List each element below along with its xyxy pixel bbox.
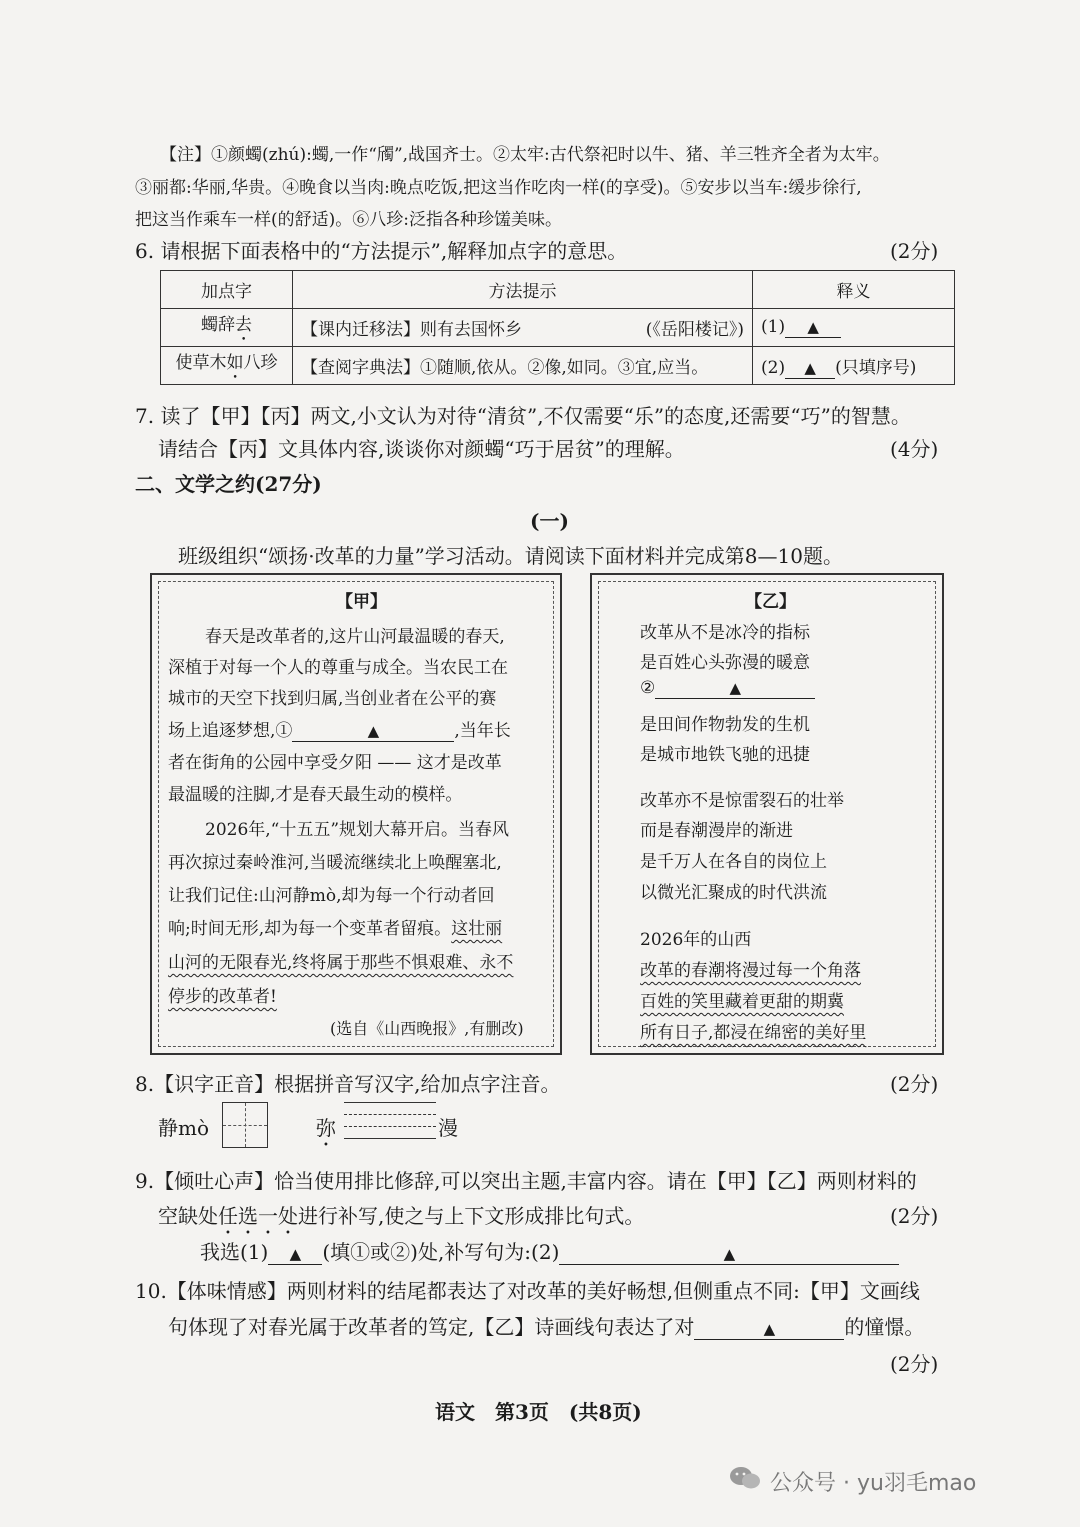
jia-title: 【甲】 <box>336 592 387 612</box>
q6-points: (2分) <box>890 239 939 263</box>
q9-points: (2分) <box>890 1204 939 1228</box>
q7-line-2: 请结合【丙】文具体内容,谈谈你对颜蠋“巧于居贫”的理解。 <box>158 437 685 461</box>
q6-text: 6. 请根据下面表格中的“方法提示”,解释加点字的意思。 <box>135 239 628 263</box>
yi-underlined-line: 百姓的笑里藏着更甜的期冀 <box>640 992 844 1012</box>
jia-line: 最温暖的注脚,才是春天最生动的模样。 <box>168 785 463 805</box>
q9-answer-line[interactable]: 我选(1) ▲ (填①或②)处,补写句为:(2) ▲ <box>200 1236 899 1265</box>
jia-line: 让我们记住:山河静mò,却为每一个行动者回 <box>168 886 495 906</box>
dotted-word-cell: 蠋辞去 <box>161 309 293 347</box>
note-line-1: 【注】①颜蠋(zhú):蠋,一作“斶”,战国齐士。②太牢:古代祭祀时以牛、猪、羊三牲齐全者为太牢。 <box>160 145 890 165</box>
q10-points: (2分) <box>890 1352 939 1376</box>
yi-line: 2026年的山西 <box>640 930 752 950</box>
table-row <box>161 309 955 347</box>
jia-underlined-line: 山河的无限春光,终将属于那些不惧艰难、永不 <box>168 953 514 973</box>
table-header: 方法提示 <box>293 271 753 309</box>
note-line-2: ③丽都:华丽,华贵。④晚食以当肉:晚点吃饭,把这当作吃肉一样(的享受)。⑤安步以当车:缓步徐行, <box>135 178 862 198</box>
yi-line: 而是春潮漫岸的渐进 <box>640 821 793 841</box>
jia-line: 者在街角的公园中享受夕阳 —— 这才是改革 <box>168 753 502 773</box>
q7-points: (4分) <box>890 437 939 461</box>
jia-line: 城市的天空下找到归属,当创业者在公平的赛 <box>168 689 497 709</box>
q8-points: (2分) <box>890 1072 939 1096</box>
note-line-3: 把这当作乘车一样(的舒适)。⑥八珍:泛指各种珍馐美味。 <box>135 210 562 230</box>
q8-item-1: 静mò <box>158 1116 210 1140</box>
q9-line-1: 9.【倾吐心声】恰当使用排比修辞,可以突出主题,丰富内容。请在【甲】【乙】两则材料的 <box>135 1169 917 1193</box>
dotted-word-cell: 使草木如八珍 <box>161 347 293 385</box>
jia-line: 2026年,“十五五”规划大幕开启。当春风 <box>205 820 510 840</box>
table-header: 加点字 <box>161 271 293 309</box>
yi-line: 是城市地铁飞驰的迅捷 <box>640 745 810 765</box>
wechat-icon <box>728 1465 762 1491</box>
jia-line: 春天是改革者的,这片山河最温暖的春天, <box>205 627 505 647</box>
yi-line: 改革从不是冰冷的指标 <box>640 623 810 643</box>
q6-table <box>160 270 955 385</box>
writing-grid[interactable] <box>222 1102 268 1148</box>
section-title: 二、文学之约(27分) <box>135 472 322 496</box>
answer-cell[interactable]: (1) ▲ <box>753 309 955 347</box>
section-sub: (一) <box>530 509 569 533</box>
watermark-text: 公众号 · yu羽毛mao <box>770 1471 977 1496</box>
yi-line: 改革亦不是惊雷裂石的壮举 <box>640 791 844 811</box>
jia-line: 深植于对每一个人的尊重与成全。当农民工在 <box>168 658 508 678</box>
yi-line: 是百姓心头弥漫的暖意 <box>640 653 810 673</box>
jia-line: 响;时间无形,却为每一个变革者留痕。这壮丽 <box>168 919 503 939</box>
jia-line: 再次掠过秦岭淮河,当暖流继续北上唤醒塞北, <box>168 853 502 873</box>
yi-line: 是千万人在各自的岗位上 <box>640 852 827 872</box>
q10-line-1: 10.【体味情感】两则材料的结尾都表达了对改革的美好畅想,但侧重点不同:【甲】文画线 <box>135 1279 920 1303</box>
table-header: 释义 <box>753 271 955 309</box>
yi-line: 是田间作物勃发的生机 <box>640 715 810 735</box>
jia-underlined-line: 停步的改革者! <box>168 987 277 1007</box>
q9-line-2: 空缺处任选一处进行补写,使之与上下文形成排比句式。 <box>158 1204 645 1228</box>
yi-blank-line: ② ▲ <box>640 678 815 699</box>
pinyin-box[interactable] <box>344 1102 436 1140</box>
material-yi-frame <box>590 573 944 1055</box>
q8-text: 8.【识字正音】根据拼音写汉字,给加点字注音。 <box>135 1072 561 1096</box>
table-row <box>161 347 955 385</box>
jia-blank-line: 场上追逐梦想,① ▲ ,当年长 <box>168 721 511 741</box>
q7-line-1: 7. 读了【甲】【丙】两文,小文认为对待“清贫”,不仅需要“乐”的态度,还需要“巧”的智慧。 <box>135 404 911 428</box>
method-cell: 【课内迁移法】则有去国怀乡 (《岳阳楼记》) <box>293 309 753 347</box>
yi-title: 【乙】 <box>745 592 796 612</box>
page-footer: 语文 第3页 (共8页) <box>435 1400 642 1424</box>
q10-line-2[interactable]: 句体现了对春光属于改革者的笃定,【乙】诗画线句表达了对 ▲ 的憧憬。 <box>168 1315 925 1339</box>
section-intro: 班级组织“颂扬·改革的力量”学习活动。请阅读下面材料并完成第8—10题。 <box>178 544 843 568</box>
method-cell: 【查阅字典法】①随顺,依从。②像,如同。③宜,应当。 <box>293 347 753 385</box>
q8-item-2-pre: 弥 <box>316 1116 336 1140</box>
yi-underlined-line: 改革的春潮将漫过每一个角落 <box>640 961 861 981</box>
q8-item-2-post: 漫 <box>438 1116 458 1140</box>
jia-source: (选自《山西晚报》,有删改) <box>330 1019 524 1038</box>
yi-underlined-line: 所有日子,都浸在绵密的美好里 <box>640 1023 867 1043</box>
answer-cell[interactable]: (2) ▲ (只填序号) <box>753 347 955 385</box>
yi-line: 以微光汇聚成的时代洪流 <box>640 883 827 903</box>
